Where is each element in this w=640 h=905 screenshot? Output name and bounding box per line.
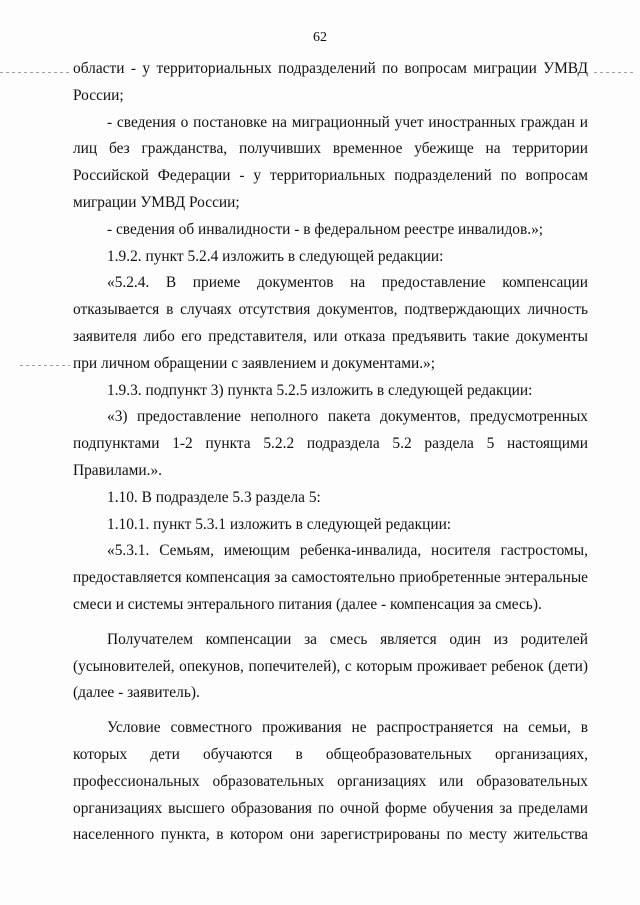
text-line: - сведения о постановке на миграционный учет иностранных граждан и [107, 113, 588, 131]
text-line: отказывается в случаях отсутствия документов, подтверждающих личность [73, 301, 588, 319]
scan-artifact-right [594, 72, 634, 73]
text-line: при личном обращении с заявлением и документами.»; [73, 354, 436, 372]
text-line: организациях высшего образования по очной форме обучения за пределами [73, 799, 588, 817]
text-line: населенного пункта, в котором они зарегистрированы по месту жительства [73, 826, 588, 844]
text-line: миграции УМВД России; [73, 193, 240, 211]
text-line: Правилами.». [73, 461, 163, 479]
text-line: профессиональных образовательных организациях или образовательных [73, 772, 588, 790]
document-body [73, 56, 588, 849]
text-line: 1.9.2. пункт 5.2.4 изложить в следующей редакции: [107, 247, 444, 265]
text-line: (далее - заявитель). [73, 684, 200, 702]
scan-artifact-mid [20, 365, 70, 366]
text-line: «5.3.1. Семьям, имеющим ребенка-инвалида, носителя гастростомы, [107, 542, 588, 560]
page-number: 62 [313, 30, 327, 45]
paragraph-gap [73, 619, 588, 627]
text-line: - сведения об инвалидности - в федеральном реестре инвалидов.»; [107, 220, 544, 238]
text-line: подпунктами 1-2 пункта 5.2.2 подраздела 5.2 раздела 5 настоящими [73, 435, 588, 453]
text-line: «3) предоставление неполного пакета документов, предусмотренных [107, 408, 588, 426]
text-line: 1.9.3. подпункт 3) пункта 5.2.5 изложить в следующей редакции: [107, 381, 533, 399]
text-line: предоставляется компенсация за самостоятельно приобретенные энтеральные [73, 569, 588, 587]
text-line: Получателем компенсации за смесь является один из родителей [107, 630, 588, 648]
text-line: Условие совместного проживания не распространяется на семьи, в [107, 719, 588, 737]
text-line: области - у территориальных подразделений по вопросам миграции УМВД [73, 60, 588, 77]
paragraph-gap [73, 707, 588, 715]
text-line: которых дети обучаются в общеобразовательных организациях, [73, 745, 588, 763]
text-line: смеси и системы энтерального питания (далее - компенсация за смесь). [73, 595, 542, 613]
text-line: 1.10. В подразделе 5.3 раздела 5: [107, 488, 321, 506]
text-line: Российской Федерации - у территориальных подразделений по вопросам [73, 167, 588, 185]
text-line: России; [73, 86, 124, 104]
text-line: заявителя либо его представителя, или отказа предъявить такие документы [73, 327, 588, 345]
text-line: 1.10.1. пункт 5.3.1 изложить в следующей редакции: [107, 515, 452, 533]
text-line: «5.2.4. В приеме документов на предоставление компенсации [107, 274, 588, 292]
text-line: лиц без гражданства, получивших временное убежище на территории [73, 140, 588, 158]
scan-artifact-left [0, 72, 70, 73]
text-line: (усыновителей, опекунов, попечителей), с которым проживает ребенок (дети) [73, 657, 588, 675]
